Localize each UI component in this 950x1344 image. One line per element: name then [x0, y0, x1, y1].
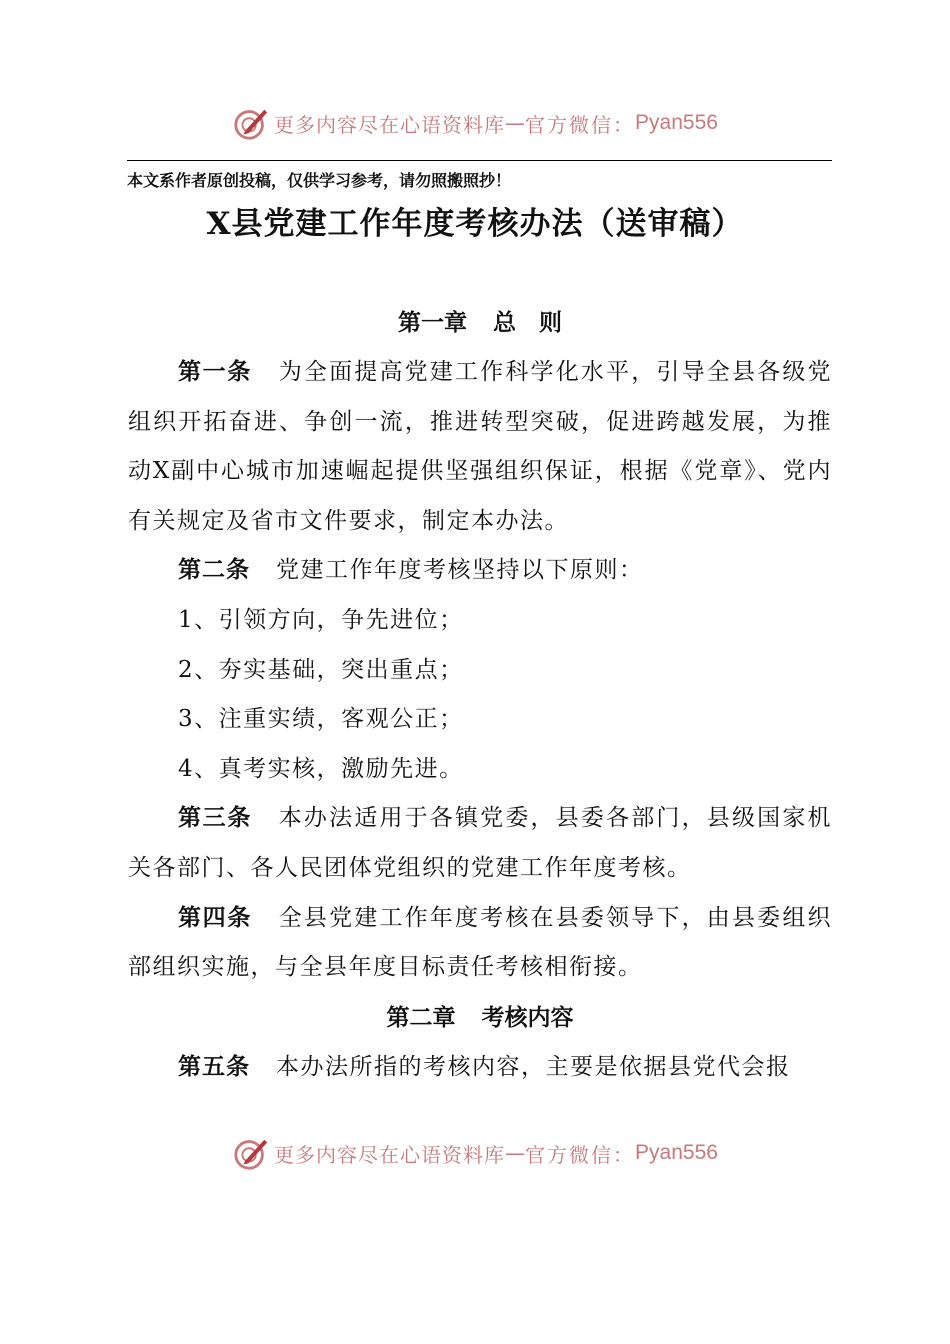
watermark-wechat-id: Pyan556	[635, 1141, 718, 1164]
article-label: 第一条	[178, 359, 253, 385]
watermark-wechat-label: 官方微信：	[525, 1142, 636, 1167]
watermark-separator: —	[505, 1141, 526, 1165]
article-text: 党建工作年度考核坚持以下原则：	[276, 557, 644, 584]
chapter-number: 第二章	[386, 1004, 456, 1031]
article-1	[128, 348, 832, 546]
document-title: X县党建工作年度考核办法（送审稿）	[206, 206, 744, 242]
chapter-name: 考核内容	[481, 1004, 574, 1031]
principle-item: 3、注重实绩，客观公正；	[178, 706, 464, 733]
watermark-text: 更多内容尽在心语资料库	[274, 1142, 506, 1167]
copyright-notice: 本文系作者原创投稿，仅供学习参考，请勿照搬照抄！	[127, 171, 512, 190]
article-4	[128, 894, 832, 993]
article-text: 全县党建工作年度考核在县委领导下，由县委组织部组织实施，与全县年度目标责任考核相衔接。	[128, 904, 833, 981]
watermark-text: 更多内容尽在心语资料库	[274, 112, 506, 137]
header-rule	[127, 160, 832, 161]
article-label: 第四条	[178, 904, 253, 931]
article-label: 第五条	[178, 1053, 250, 1080]
principle-item: 1、引领方向，争先进位；	[178, 606, 464, 633]
header-watermark	[0, 104, 950, 142]
document-body	[128, 298, 832, 1092]
article-2	[128, 546, 832, 596]
article-text: 本办法适用于各镇党委，县委各部门，县级国家机关各部门、各人民团体党组织的党建工作年度考核。	[128, 805, 833, 881]
watermark-separator: —	[505, 111, 526, 135]
chapter-heading-2	[128, 993, 832, 1043]
pen-logo-icon	[232, 104, 270, 142]
article-text: 本办法所指的考核内容，主要是依据县党代会报	[276, 1053, 791, 1080]
chapter-name: 总 则	[493, 310, 562, 336]
principle-item: 2、夯实基础，突出重点；	[178, 656, 464, 683]
footer-watermark	[0, 1134, 950, 1172]
article-5	[128, 1043, 832, 1093]
article-label: 第二条	[178, 557, 250, 584]
principle-item: 4、真考实核，激励先进。	[178, 755, 464, 782]
article-text: 为全面提高党建工作科学化水平，引导全县各级党组织开拓奋进、争创一流，推进转型突破，促进跨越发展，为推动X副中心城市加速崛起提供坚强组织保证，根据《党章》、党内有关规定及省市文件要求，制定本办法。	[128, 359, 833, 534]
chapter-heading-1	[128, 298, 832, 348]
article-3	[128, 794, 832, 893]
chapter-number: 第一章	[398, 310, 467, 336]
watermark-wechat-label: 官方微信：	[525, 112, 636, 137]
watermark-wechat-id: Pyan556	[635, 111, 718, 134]
article-label: 第三条	[178, 805, 253, 832]
pen-logo-icon	[232, 1134, 270, 1172]
